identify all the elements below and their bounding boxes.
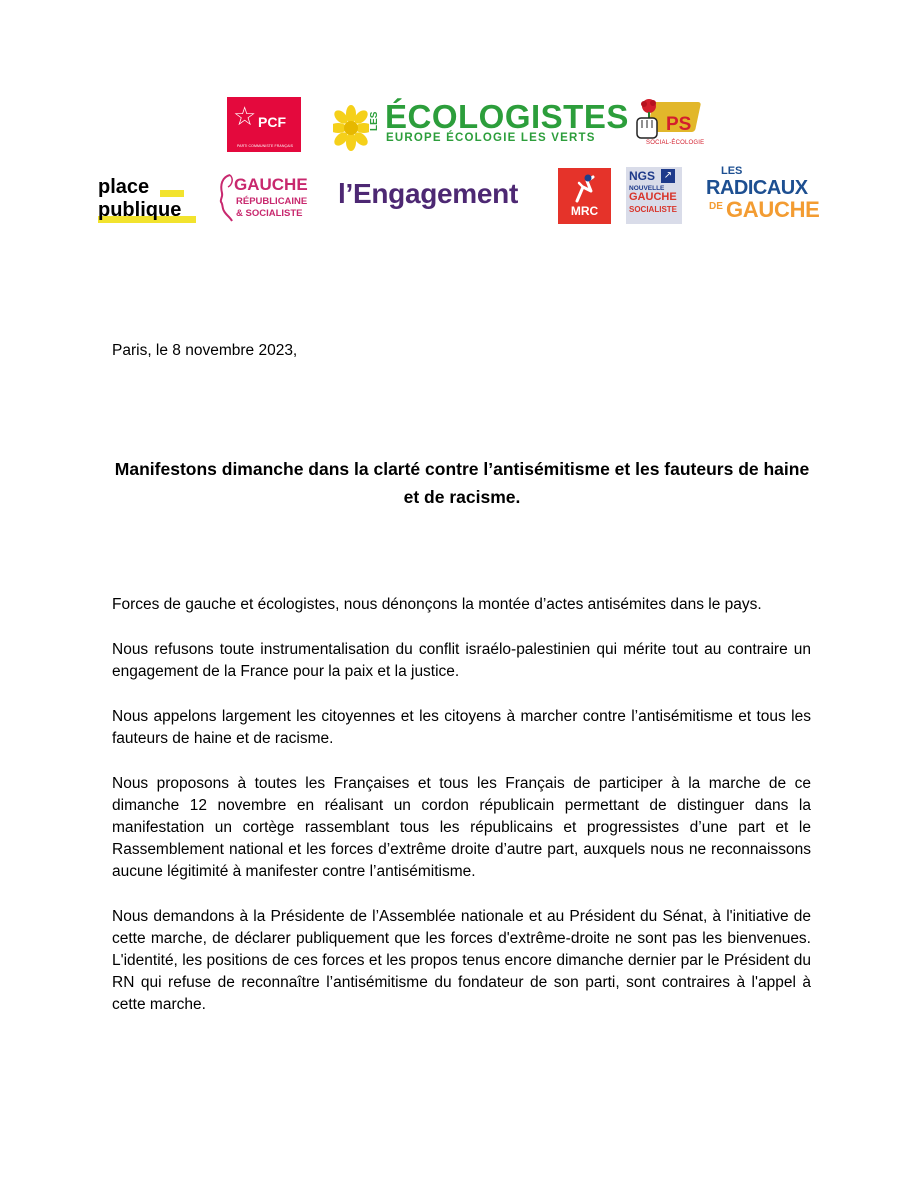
pcf-logo-subtitle: PARTI COMMUNISTE FRANÇAIS [237, 144, 294, 148]
fist-rose-icon [632, 98, 666, 142]
grs-logo-line2: RÉPUBLICAINE [236, 196, 308, 207]
grs-logo-line3: & SOCIALISTE [236, 208, 303, 219]
pcf-logo [227, 97, 301, 152]
marianne-runner-icon [571, 173, 599, 203]
ps-logo-name: PS [666, 114, 692, 135]
grs-logo-line1: GAUCHE [234, 175, 308, 194]
pcf-logo-name: PCF [258, 114, 286, 130]
paragraph: Nous demandons à la Présidente de l’Assemblée nationale et au Président du Sénat, à l'initiative de cette marche, de déclarer publiquement que les forces d'extrême-droite ne sont pas les bienvenues. L'identité, les positions de ces forces et les propos tenus encore dimanche dernier par le Président du RN qui refuse de reconnaître l’antisémitisme du fondateur de son parti, sont contraires à l'appel à cette marche. [112, 908, 811, 1013]
paragraph: Forces de gauche et écologistes, nous dénonçons la montée d’actes antisémites dans le pays. [112, 596, 762, 613]
pcf-star-icon: ☆ [233, 101, 257, 131]
ngs-logo-abbr: NGS [629, 169, 656, 183]
sunflower-icon [333, 104, 369, 152]
document-title: Manifestons dimanche dans la clarté contre l’antisémitisme et les fauteurs de haine et de racisme. [114, 459, 810, 507]
place-publique-line1: place [98, 176, 150, 198]
ngs-logo-line3: SOCIALISTE [629, 205, 678, 214]
ecologistes-logo-les: LES [369, 111, 380, 131]
gauche-republicaine-logo [218, 173, 328, 225]
ps-logo-subtitle: SOCIAL-ÉCOLOGIE [646, 140, 705, 146]
arrow-up-right-icon: ↗ [661, 169, 675, 183]
ecologistes-logo-tagline: EUROPE ÉCOLOGIE LES VERTS [386, 132, 596, 144]
radicaux-logo-radicaux: RADICAUX [706, 177, 808, 199]
place-publique-line2: publique [98, 199, 182, 221]
radicaux-de-gauche-logo [706, 166, 826, 224]
ps-logo [632, 98, 705, 152]
ecologistes-logo [333, 98, 629, 155]
mrc-logo [558, 168, 611, 224]
ngs-logo-line2: GAUCHE [629, 191, 677, 203]
document-body [112, 594, 811, 1039]
ngs-logo-line1: NOUVELLE [629, 185, 665, 192]
radicaux-logo-les: LES [721, 165, 743, 177]
ngs-logo [626, 167, 682, 224]
paragraph: Nous appelons largement les citoyennes et les citoyens à marcher contre l’antisémitisme et tous les fauteurs de haine et de racisme. [112, 708, 811, 747]
place-publique-logo [98, 176, 198, 226]
engagement-logo: l’Engagement [338, 178, 518, 209]
paragraph: Nous refusons toute instrumentalisation du conflit israélo-palestinien qui mérite tout au contraire un engagement de la France pour la paix et la justice. [112, 641, 811, 680]
mrc-logo-name: MRC [570, 204, 599, 218]
paragraph: Nous proposons à toutes les Françaises et tous les Français de participer à la marche de ce dimanche 12 novembre en réalisant un cordon républicain permettant de distinguer dans la manifestation un cortège rassemblant tous les républicains et progressistes d’une part et le Rassemblement national et les forces d’extrême droite d’autre part, auxquels nous ne reconnaissons aucune légitimité à manifester contre l’antisémitisme. [112, 775, 811, 880]
date-line: Paris, le 8 novembre 2023, [112, 342, 298, 359]
radicaux-logo-de: DE [709, 201, 723, 212]
ecologistes-logo-name: ÉCOLOGISTES [385, 98, 629, 135]
radicaux-logo-gauche: GAUCHE [726, 197, 820, 222]
